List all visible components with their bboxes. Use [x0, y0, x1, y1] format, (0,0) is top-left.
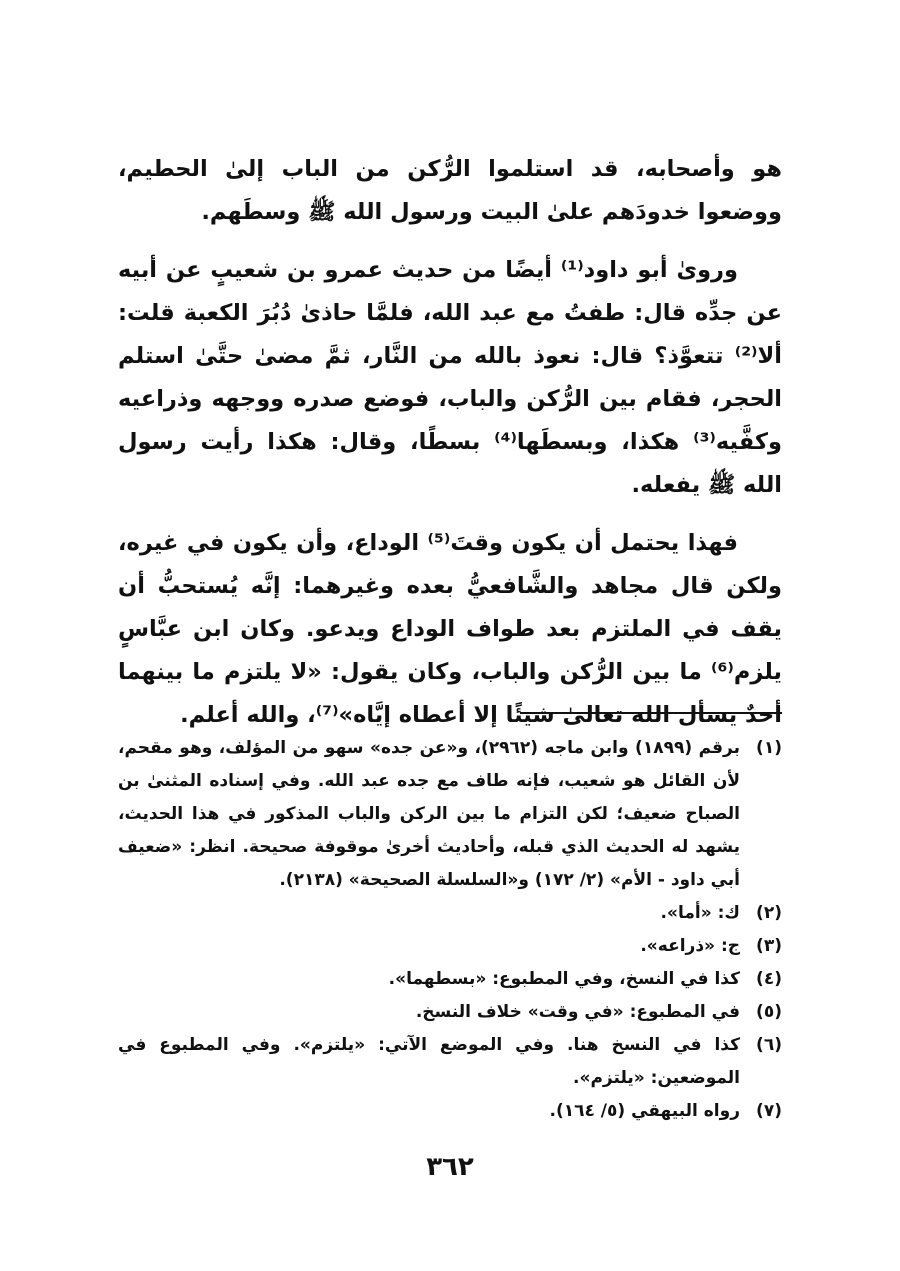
- footnote-text: ك: «أما».: [660, 903, 740, 923]
- paragraph-3: فهذا يحتمل أن يكون وقتَ⁽⁵⁾ الوداع، وأن يكون في غيره، ولكن قال مجاهد والشَّافعيُّ بعده وغيرهما: إنَّه يُستحبُّ أن يقف في الملتزم بعد طواف الوداع ويدعو. وكان ابن عبَّاسٍ يلزم⁽⁶⁾ ما بين الرُّكن والباب، وكان يقول: «لا يلتزم ما بينهما أحدٌ يسأل الله تعالىٰ شيئًا إلا أعطاه إيَّاه»⁽⁷⁾، والله أعلم.: [118, 530, 782, 728]
- footnote-1: [118, 732, 782, 897]
- footnote-2: [118, 897, 782, 930]
- footnote-number: (٦): [756, 1035, 782, 1055]
- paragraph-1: هو وأصحابه، قد استلموا الرُّكن من الباب إلىٰ الحطيم، ووضعوا خدودَهم علىٰ البيت ورسول الله ﷺ وسطَهم.: [118, 156, 782, 225]
- footnote-text: رواه البيهقي (٥/ ١٦٤).: [549, 1101, 740, 1121]
- footnote-text: كذا في النسخ، وفي المطبوع: «بسطهما».: [388, 969, 740, 989]
- footnotes: [118, 732, 782, 1128]
- footnote-3: [118, 930, 782, 963]
- footnote-number: (٤): [756, 969, 782, 989]
- footnote-number: (٣): [756, 936, 782, 956]
- footnote-text: في المطبوع: «في وقت» خلاف النسخ.: [415, 1002, 740, 1022]
- footnote-text: ج: «ذراعه».: [640, 936, 740, 956]
- footnote-number: (٧): [756, 1101, 782, 1121]
- footnote-number: (٢): [756, 903, 782, 923]
- page-number: ٣٦٢: [426, 1152, 474, 1182]
- main-text: [118, 148, 782, 752]
- footnote-7: [118, 1095, 782, 1128]
- footnote-text: برقم (١٨٩٩) وابن ماجه (٢٩٦٢)، و«عن جده» سهو من المؤلف، وهو مقحم، لأن القائل هو شعيب، فإنه طاف مع جده عبد الله. وفي إسناده المثنىٰ بن الصباح ضعيف؛ لكن التزام ما بين الركن والباب المذكور في هذا الحديث، يشهد له الحديث الذي قبله، وأحاديث أخرىٰ موقوفة صحيحة. انظر: «ضعيف أبي داود - الأم» (٢/ ١٧٢) و«السلسلة الصحيحة» (٢١٣٨).: [118, 738, 741, 890]
- footnote-4: [118, 963, 782, 996]
- footnote-6: [118, 1029, 782, 1095]
- footnote-number: (١): [756, 738, 782, 758]
- footnote-number: (٥): [756, 1002, 782, 1022]
- paragraph-2: وروىٰ أبو داود⁽¹⁾ أيضًا من حديث عمرو بن شعيبٍ عن أبيه عن جدِّه قال: طفتُ مع عبد الله، فلمَّا حاذىٰ دُبُرَ الكعبة قلت: ألا⁽²⁾ تتعوَّذ؟ قال: نعوذ بالله من النَّار، ثمَّ مضىٰ حتَّىٰ استلم الحجر، فقام بين الرُّكن والباب، فوضع صدره ووجهه وذراعيه وكفَّيه⁽³⁾ هكذا، وبسطَها⁽⁴⁾ بسطًا، وقال: هكذا رأيت رسول الله ﷺ يفعله.: [118, 257, 782, 498]
- footnote-5: [118, 996, 782, 1029]
- footnote-text: كذا في النسخ هنا. وفي الموضع الآتي: «يلتزم». وفي المطبوع في الموضعين: «يلتزم».: [118, 1035, 740, 1088]
- footnote-divider: [520, 712, 782, 714]
